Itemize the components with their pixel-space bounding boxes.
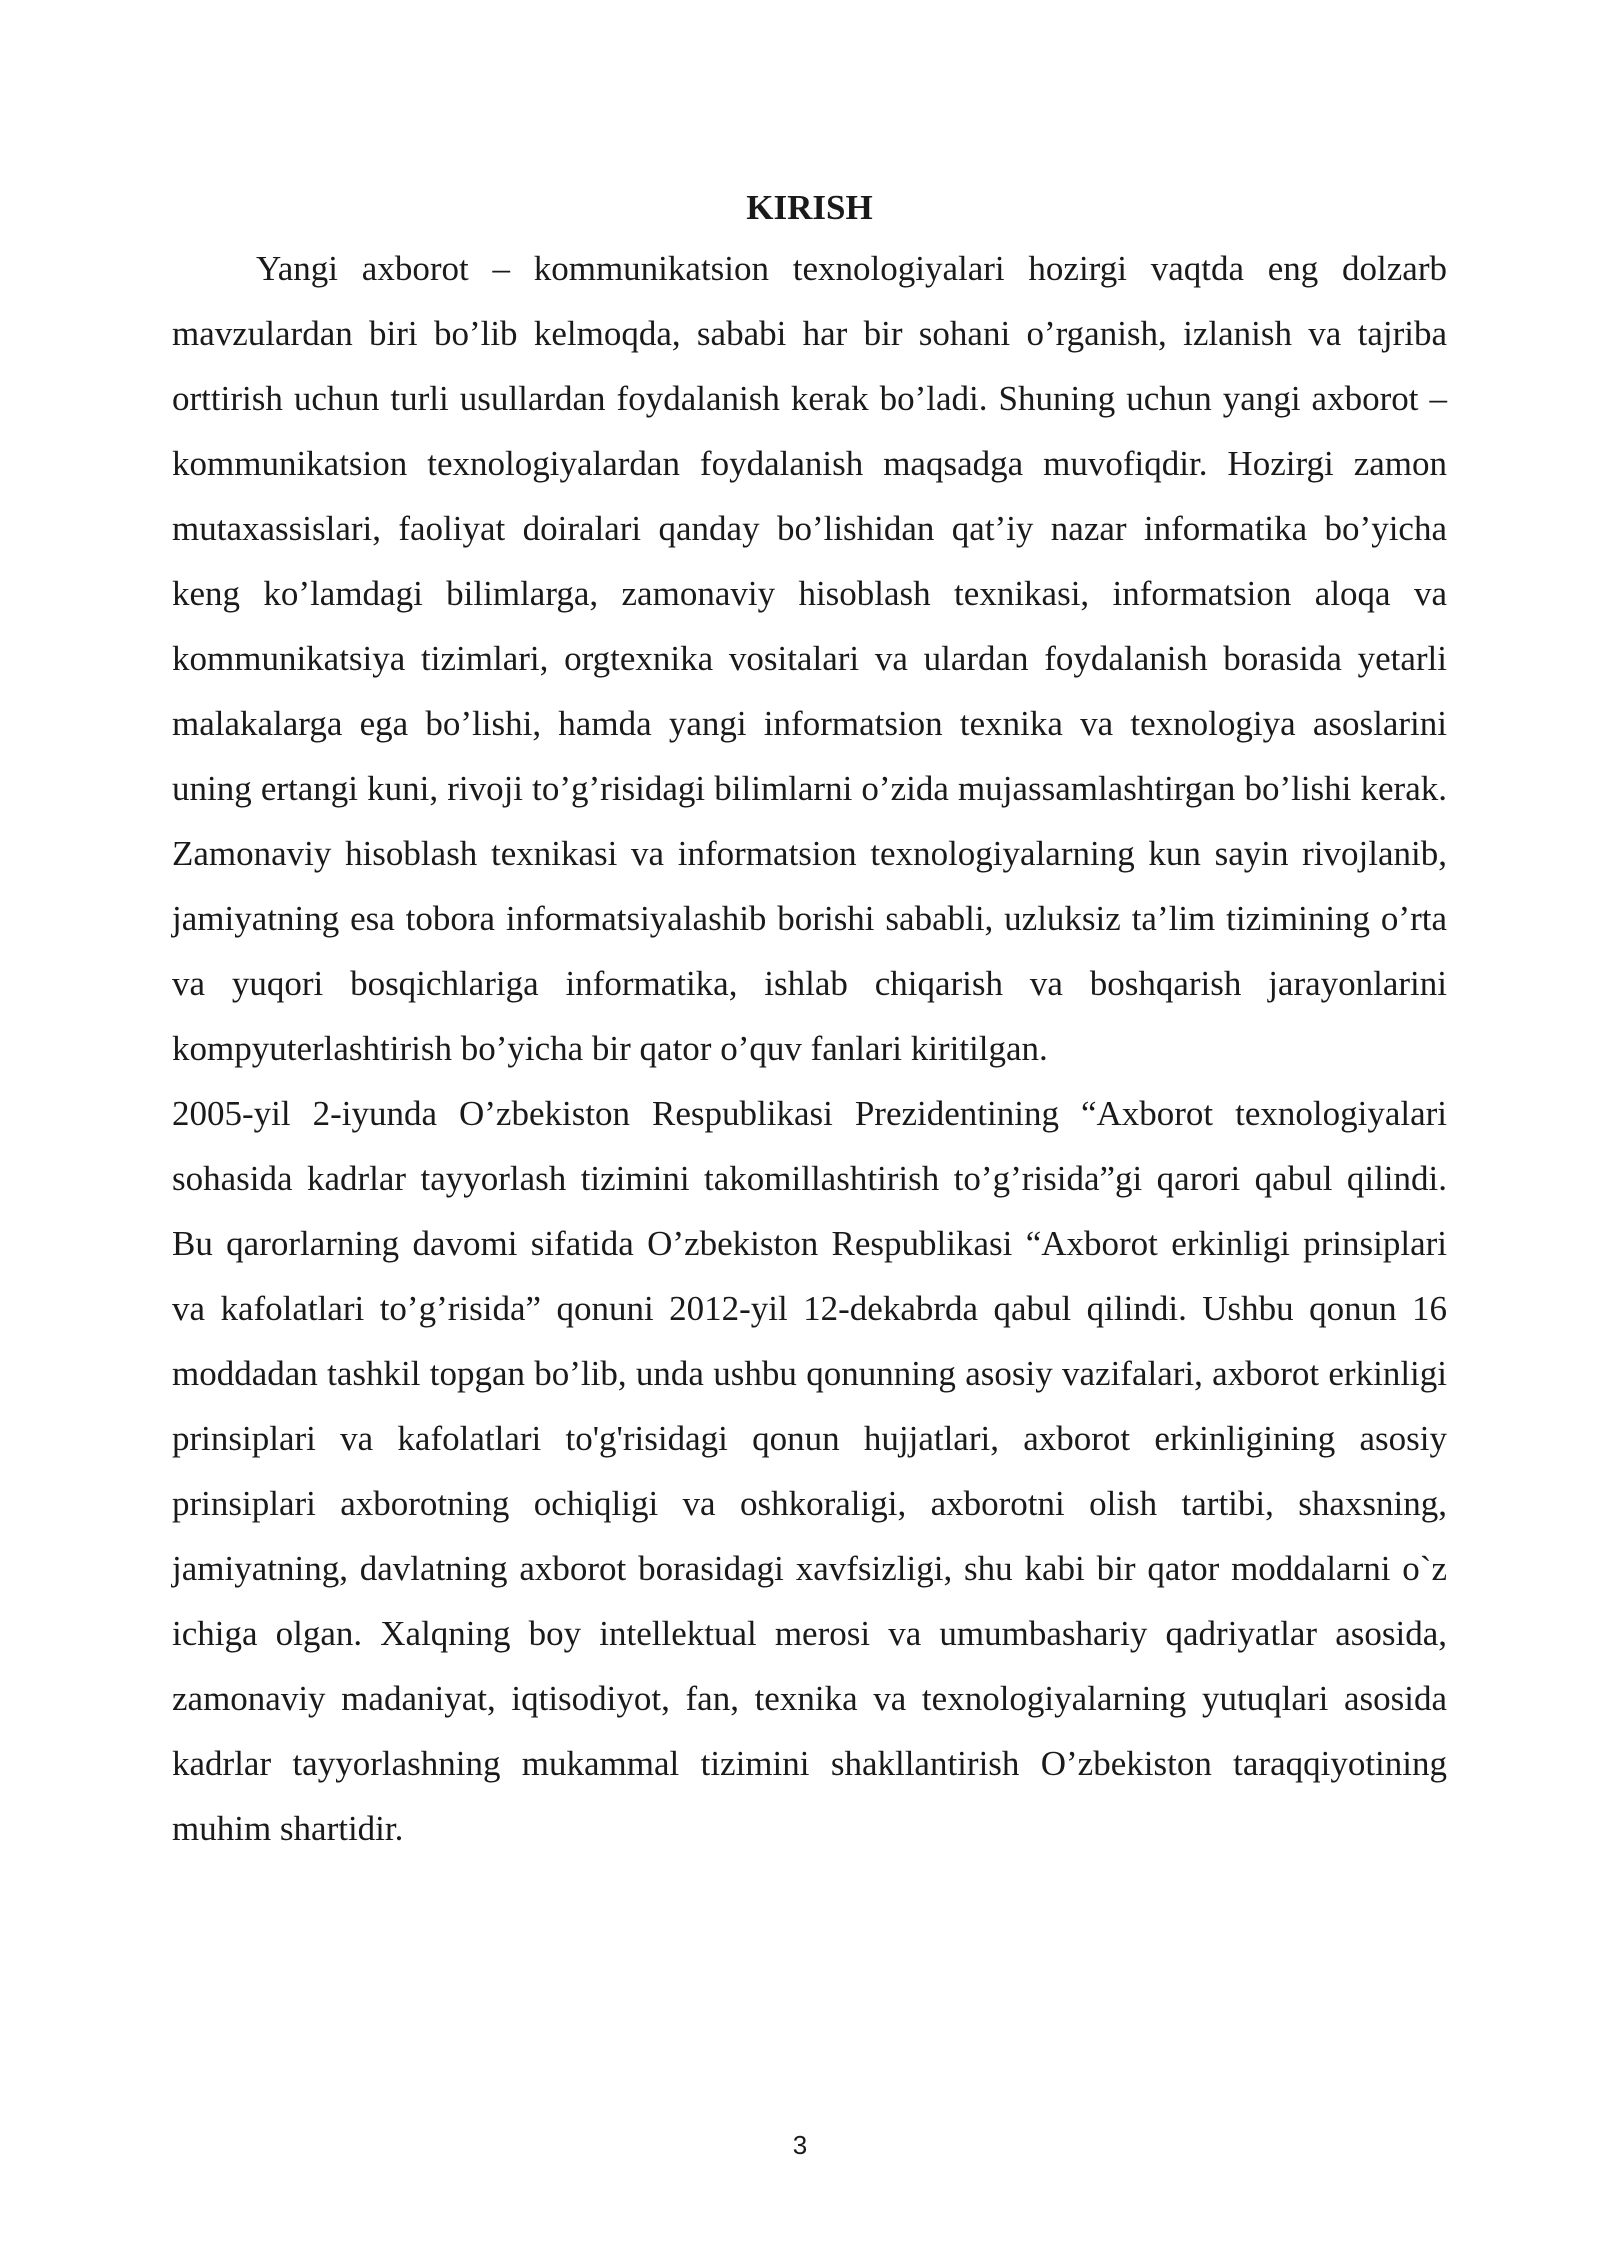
paragraph-legislation: 2005-yil 2-iyunda O’zbekiston Respublikasi Prezidentining “Axborot texnologiyalari sohasida kadrlar tayyorlash tizimini takomillashtirish to’g’risida”gi qarori qabul qilindi. Bu qarorlarning davomi sifatida O’zbekiston Respublikasi “Axborot erkinligi prinsiplari va kafolatlari to’g’risida” qonuni 2012-yil 12-dekabrda qabul qilindi. Ushbu qonun 16 moddadan tashkil topgan bo’lib, unda ushbu qonunning asosiy vazifalari, axborot erkinligi prinsiplari va kafolatlari to'g'risidagi qonun hujjatlari, axborot erkinligining asosiy prinsiplari axborotning ochiqligi va oshkoraligi, axborotni olish tartibi, shaxsning, jamiyatning, davlatning axborot borasidagi xavfsizligi, shu kabi bir qator moddalarni o`z ichiga olgan. Xalqning boy intellektual merosi va umumbashariy qadriyatlar asosida, zamonaviy madaniyat, iqtisodiyot, fan, texnika va texnologiyalarning yutuqlari asosida kadrlar tayyorlashning mukammal tizimini shakllantirish O’zbekiston taraqqiyotining muhim shartidir. (172, 1094, 1447, 1848)
page-number: 3 (792, 2130, 808, 2160)
section-heading: KIRISH (746, 188, 873, 227)
paragraph-intro: Yangi axborot – kommunikatsion texnologiyalari hozirgi vaqtda eng dolzarb mavzulardan biri bo’lib kelmoqda, sababi har bir sohani o’rganish, izlanish va tajriba orttirish uchun turli usullardan foydalanish kerak bo’ladi. Shuning uchun yangi axborot – kommunikatsion texnologiyalardan foydalanish maqsadga muvofiqdir. Hozirgi zamon mutaxassislari, faoliyat doiralari qanday bo’lishidan qat’iy nazar informatika bo’yicha keng ko’lamdagi bilimlarga, zamonaviy hisoblash texnikasi, informatsion aloqa va kommunikatsiya tizimlari, orgtexnika vositalari va ulardan foydalanish borasida yetarli malakalarga ega bo’lishi, hamda yangi informatsion texnika va texnologiya asoslarini uning ertangi kuni, rivoji to’g’risidagi bilimlarni o’zida mujassamlashtirgan bo’lishi kerak. Zamonaviy hisoblash texnikasi va informatsion texnologiyalarning kun sayin rivojlanib, jamiyatning esa tobora informatsiyalashib borishi sababli, uzluksiz ta’lim tizimining o’rta va yuqori bosqichlariga informatika, ishlab chiqarish va boshqarish jarayonlarini kompyuterlashtirish bo’yicha bir qator o’quv fanlari kiritilgan. (172, 249, 1447, 1068)
page-content (172, 180, 1447, 1861)
